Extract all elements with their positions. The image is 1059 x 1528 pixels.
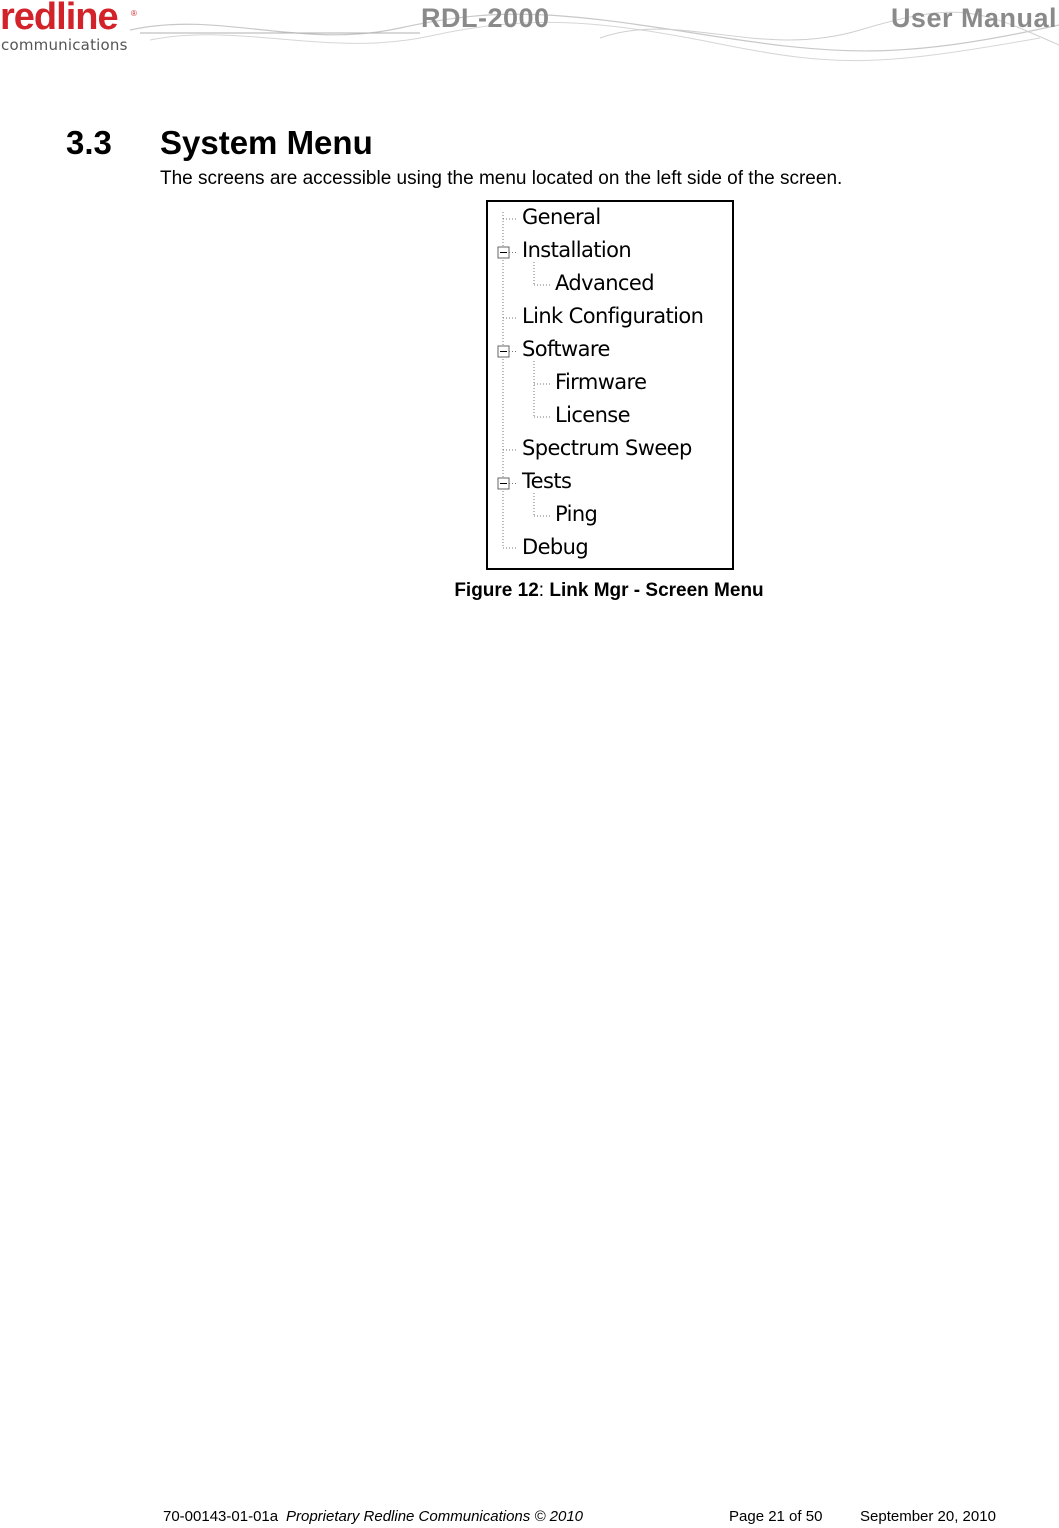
footer-proprietary-notice: Proprietary Redline Communications © 2010 [286, 1508, 584, 1525]
figure-caption-label: Figure 12 [454, 580, 539, 601]
company-logo: redline [0, 0, 118, 38]
menu-item-debug[interactable]: Debug [522, 535, 589, 559]
screen-menu-figure [486, 200, 734, 570]
product-name: RDL-2000 [421, 3, 550, 33]
figure-caption [0, 580, 1059, 602]
page-header [0, 0, 1059, 70]
menu-item-installation[interactable]: Installation [522, 238, 632, 262]
menu-item-tests[interactable]: Tests [522, 469, 572, 493]
menu-item-advanced[interactable]: Advanced [555, 271, 654, 295]
figure-caption-separator: : [538, 580, 550, 601]
footer-date: September 20, 2010 [860, 1508, 996, 1525]
collapse-icon[interactable] [498, 478, 518, 489]
menu-item-spectrum-sweep[interactable]: Spectrum Sweep [522, 436, 692, 460]
collapse-icon[interactable] [498, 346, 518, 357]
footer-page-number: Page 21 of 50 [729, 1508, 823, 1525]
company-logo-subtitle: communications [1, 36, 128, 54]
menu-item-link-configuration[interactable]: Link Configuration [522, 304, 704, 328]
menu-item-general[interactable]: General [522, 205, 601, 229]
figure-caption-title: Link Mgr - Screen Menu [549, 580, 764, 601]
menu-item-software[interactable]: Software [522, 337, 610, 361]
document-type: User Manual [890, 3, 1057, 33]
menu-item-license[interactable]: License [555, 403, 630, 427]
menu-item-ping[interactable]: Ping [555, 502, 598, 526]
section-title: System Menu [160, 124, 373, 161]
collapse-icon[interactable] [498, 247, 518, 258]
section-intro: The screens are accessible using the menu located on the left side of the screen. [160, 168, 843, 189]
registered-mark: ® [131, 9, 137, 18]
footer-doc-number: 70-00143-01-01a [163, 1508, 279, 1525]
section-number: 3.3 [66, 124, 112, 161]
menu-item-firmware[interactable]: Firmware [555, 370, 647, 394]
